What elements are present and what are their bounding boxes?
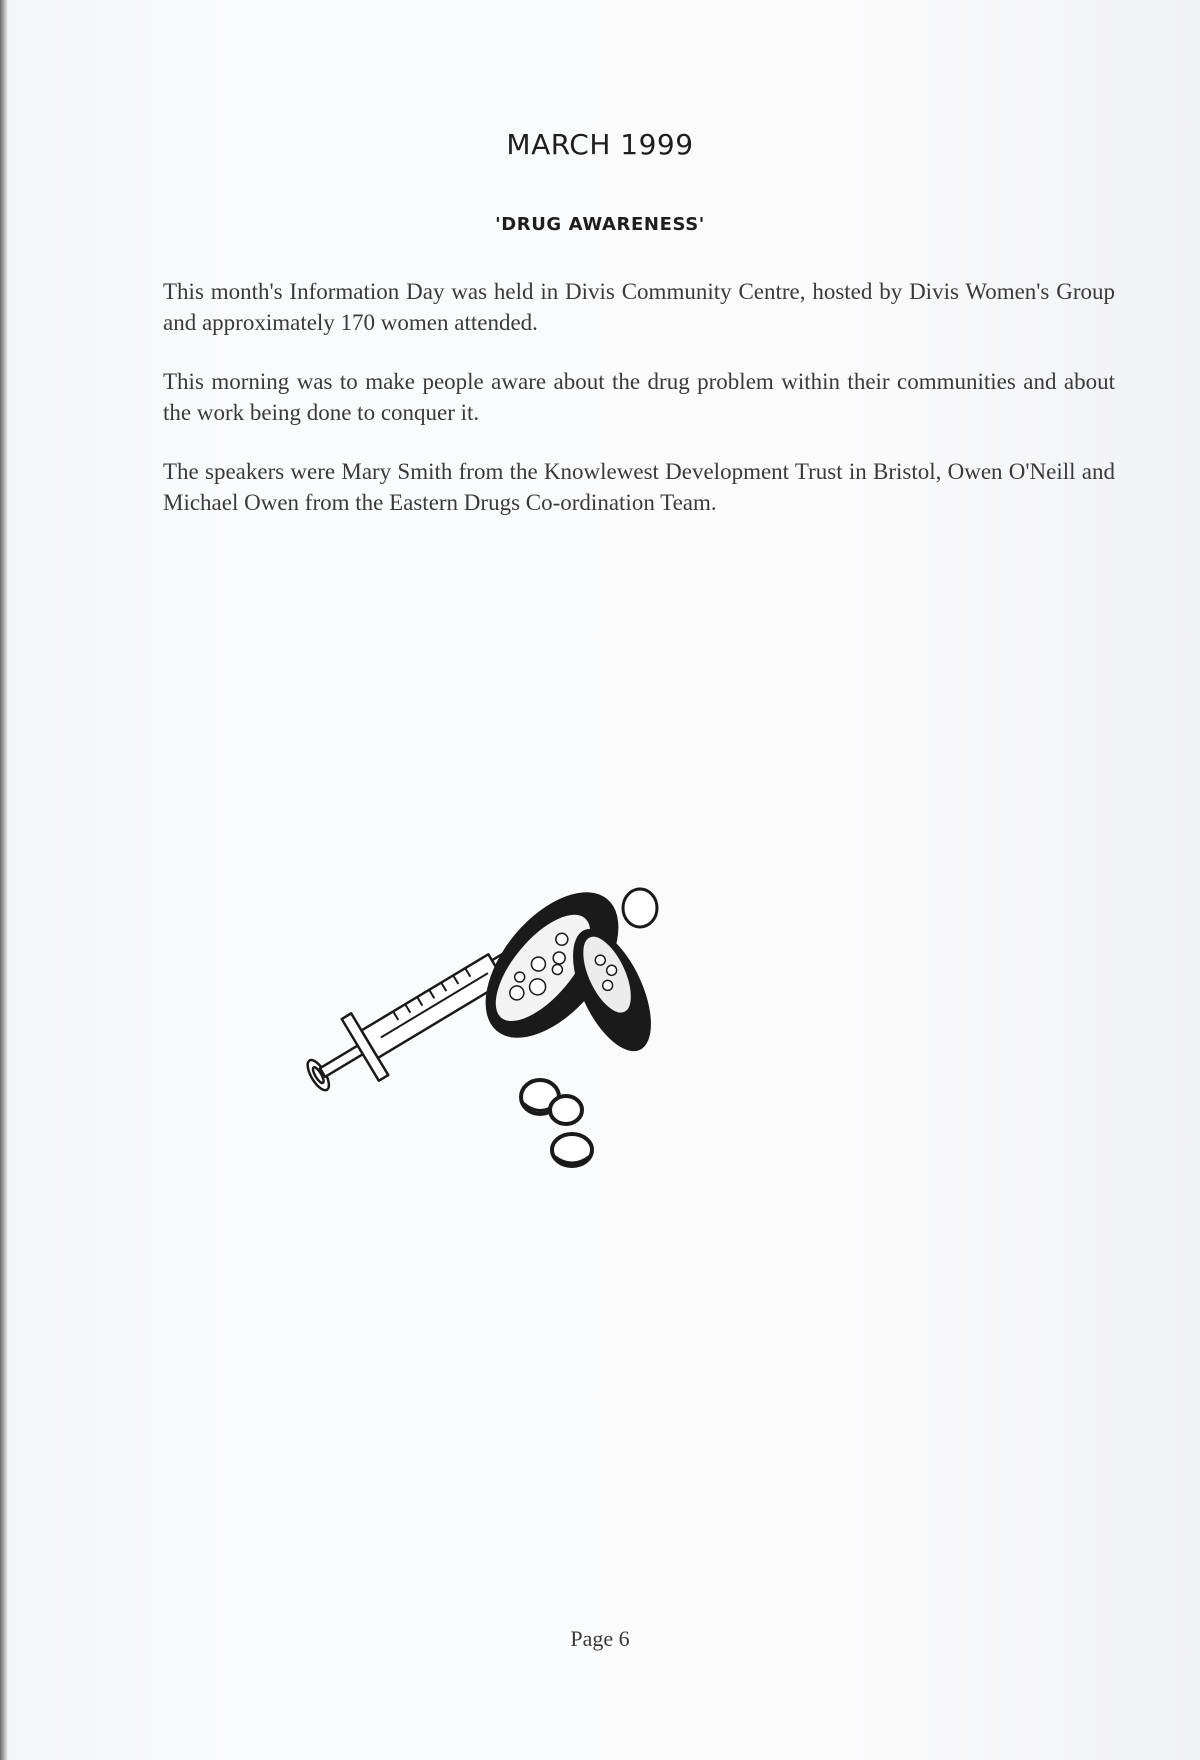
paragraph-2: This morning was to make people aware about the drug problem within their communities and about the work being done to conquer it.	[163, 369, 1115, 425]
page-number: Page 6	[570, 1626, 630, 1651]
page-edge-shadow	[0, 0, 8, 1760]
paragraph-1: This month's Information Day was held in Divis Community Centre, hosted by Divis Women's Group and approximately 170 women attended.	[163, 279, 1115, 335]
paragraph-3: The speakers were Mary Smith from the Knowlewest Development Trust in Bristol, Owen O'Neill and Michael Owen from the Eastern Drugs Co-ordination Team.	[163, 459, 1115, 515]
section-heading: 'DRUG AWARENESS'	[495, 214, 705, 235]
body-text	[163, 276, 1115, 546]
page-title: MARCH 1999	[506, 128, 694, 161]
syringe-pills-illustration	[290, 860, 770, 1180]
